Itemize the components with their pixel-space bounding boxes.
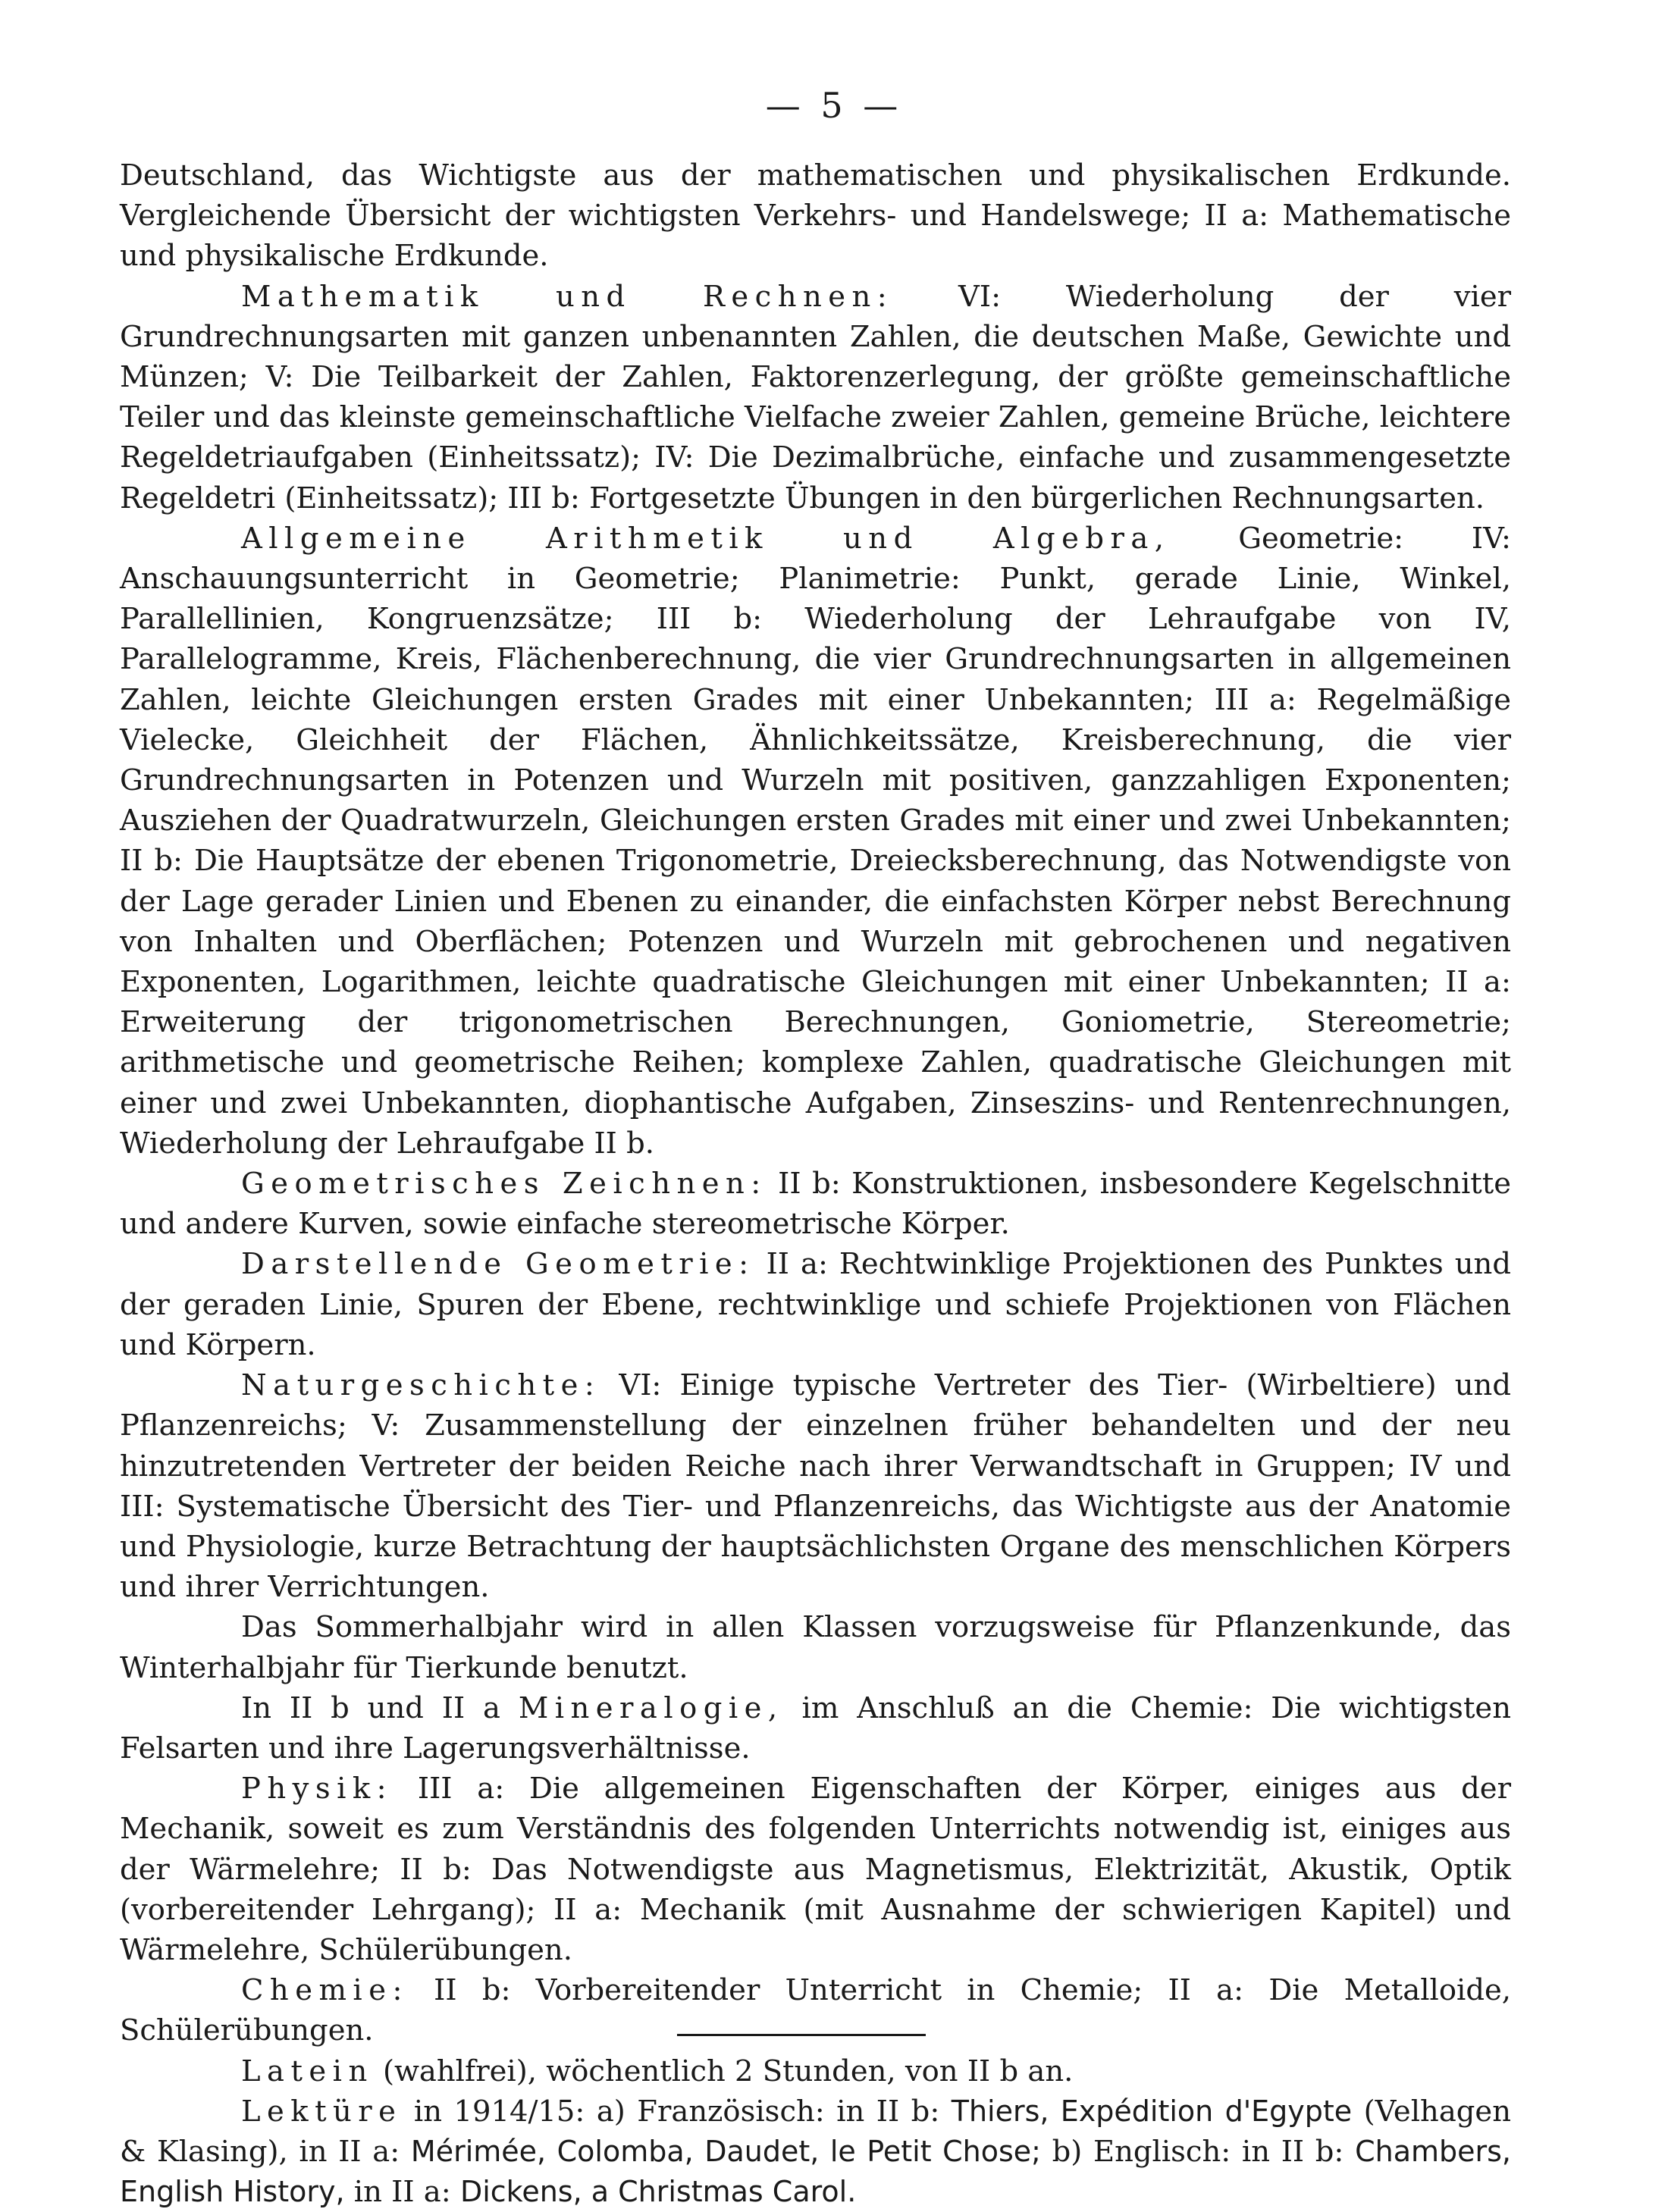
text-segment: in 1914/15: a) Französisch: in II b: <box>402 2094 952 2129</box>
section-heading: Lektüre <box>241 2094 403 2129</box>
section-heading: Mathematik und Rechnen: <box>241 279 894 314</box>
text-segment: VI: Einige typische Vertreter des Tier- (Wirbeltiere) und Pflanzenreichs; V: Zusammenstellung der einzelnen früher behandelten und der neu hinzutretenden Vertreter der beiden Reiche nach ihrer Verwandtschaft in Gruppen; IV und III: Systematische Übersicht des Tier- und Pflanzenreichs, das Wichtigste aus der Anatomie und Physiologie, kurze Betrachtung der hauptsächlichsten Organe des menschlichen Körpers und ihrer Verrichtungen. <box>120 1368 1511 1605</box>
section-heading: Chemie: <box>241 1973 409 2008</box>
section-heading: Geometrisches Zeichnen: <box>241 1167 767 1202</box>
latin-title: Chambers, English History, <box>120 2134 1512 2209</box>
text-segment: II b: Vorbereitender Unterricht in Chemie; II a: Die Metalloide, Schülerübungen. <box>120 1973 1511 2048</box>
text-segment: II a: Rechtwinklige Projektionen des Punktes und der geraden Linie, Spuren der Ebene, rechtwinklige und schiefe Projektionen von Flächen und Körpern. <box>120 1247 1511 1362</box>
text-segment: (wahlfrei), wöchentlich 2 Stunden, von II b an. <box>373 2054 1074 2088</box>
section-heading: Allgemeine Arithmetik und Algebra, <box>241 521 1171 556</box>
paragraph <box>120 277 1511 519</box>
closing-rule <box>677 2034 926 2036</box>
text-segment: VI: Wiederholung der vier Grundrechnungsarten mit ganzen unbenannten Zahlen, die deutschen Maße, Gewichte und Münzen; V: Die Teilbarkeit der Zahlen, Faktorenzerlegung, der größte gemeinschaftliche Teiler und das kleinste gemeinschaftliche Vielfache zweier Zahlen, gemeine Brüche, leichtere Regeldetriaufgaben (Einheitssatz); IV: Die Dezimalbrüche, einfache und zusammengesetzte Regeldetri (Einheitssatz); III b: Fortgesetzte Übungen in den bürgerlichen Rechnungsarten. <box>120 279 1512 515</box>
text-segment: (Velhagen & Klasing), in II a: <box>120 2094 1511 2169</box>
text-segment: Das Sommerhalbjahr wird in allen Klassen vorzugsweise für Pflanzenkunde, das Winterhalbjahr für Tierkunde benutzt. <box>120 1610 1511 1685</box>
paragraph <box>120 1769 1511 1970</box>
paragraph <box>120 1164 1511 1244</box>
text-segment: in II a: <box>344 2175 460 2210</box>
section-heading: Naturgeschichte: <box>241 1368 601 1403</box>
section-heading: Darstellende Geometrie: <box>241 1247 755 1282</box>
paragraph <box>120 2091 1511 2212</box>
paragraph <box>120 155 1511 277</box>
latin-title: Dickens, a Christmas Carol. <box>459 2175 857 2209</box>
section-heading: Physik: <box>241 1772 393 1806</box>
text-segment: II b: Konstruktionen, insbesondere Kegelschnitte und andere Kurven, sowie einfache stereometrische Körper. <box>120 1167 1511 1242</box>
section-heading: Mineralogie, <box>518 1690 784 1725</box>
paragraph <box>120 1244 1511 1365</box>
body-text <box>120 155 1511 2212</box>
paragraph <box>120 519 1511 1164</box>
paragraph <box>120 2051 1511 2091</box>
text-segment: In II b und II a <box>241 1690 519 1725</box>
paragraph <box>120 1970 1511 2051</box>
text-segment: im Anschluß an die Chemie: Die wichtigsten Felsarten und ihre Lagerungsverhältnisse. <box>120 1690 1511 1766</box>
text-segment: Geometrie: IV: Anschauungsunterricht in Geometrie; Planimetrie: Punkt, gerade Linie, Winkel, Parallellinien, Kongruenzsätze; III b: Wiederholung der Lehraufgabe von IV, Parallelogramme, Kreis, Flächenberechnung, die vier Grundrechnungsarten in allgemeinen Zahlen, leichte Gleichungen ersten Grades mit einer Unbekannten; III a: Regelmäßige Vielecke, Gleichheit der Flächen, Ähnlichkeitssätze, Kreisberechnung, die vier Grundrechnungsarten in Potenzen und Wurzeln mit positiven, ganzzahligen Exponenten; Ausziehen der Quadratwurzeln, Gleichungen ersten Grades mit einer und zwei Unbekannten; II b: Die Hauptsätze der ebenen Trigonometrie, Dreiecksberechnung, das Notwendigste von der Lage gerader Linien und Ebenen zu einander, die einfachsten Körper nebst Berechnung von Inhalten und Oberflächen; Potenzen und Wurzeln mit gebrochenen und negativen Exponenten, Logarithmen, leichte quadratische Gleichungen mit einer Unbekannten; II a: Erweiterung der trigonometrischen Berechnungen, Goniometrie, Stereometrie; arithmetische und geometrische Reihen; komplexe Zahlen, quadratische Gleichungen mit einer und zwei Unbekannten, diophantische Aufgaben, Zinseszins- und Rentenrechnungen, Wiederholung der Lehraufgabe II b. <box>120 521 1511 1161</box>
paragraph <box>120 1688 1511 1769</box>
paragraph <box>120 1365 1511 1607</box>
text-segment: III a: Die allgemeinen Eigenschaften der Körper, einiges aus der Mechanik, soweit es zum Verständnis des folgenden Unterrichts notwendig ist, einiges aus der Wärmelehre; II b: Das Notwendigste aus Magnetismus, Elektrizität, Akustik, Optik (vorbereitender Lehrgang); II a: Mechanik (mit Ausnahme der schwierigen Kapitel) und Wärmelehre, Schülerübungen. <box>120 1772 1511 1967</box>
text-segment: Deutschland, das Wichtigste aus der mathematischen und physikalischen Erdkunde. Vergleichende Übersicht der wichtigsten Verkehrs- und Handelswege; II a: Mathematische und physikalische Erdkunde. <box>120 158 1511 274</box>
text-segment: b) Englisch: in II b: <box>1040 2134 1356 2169</box>
section-heading: Latein <box>241 2054 374 2088</box>
latin-title: Mérimée, Colomba, Daudet, le Petit Chose; <box>410 2134 1041 2168</box>
latin-title: Thiers, Expédition d'Egypte <box>951 2094 1353 2128</box>
paragraph <box>120 1607 1511 1687</box>
page-number: — 5 — <box>765 85 903 126</box>
